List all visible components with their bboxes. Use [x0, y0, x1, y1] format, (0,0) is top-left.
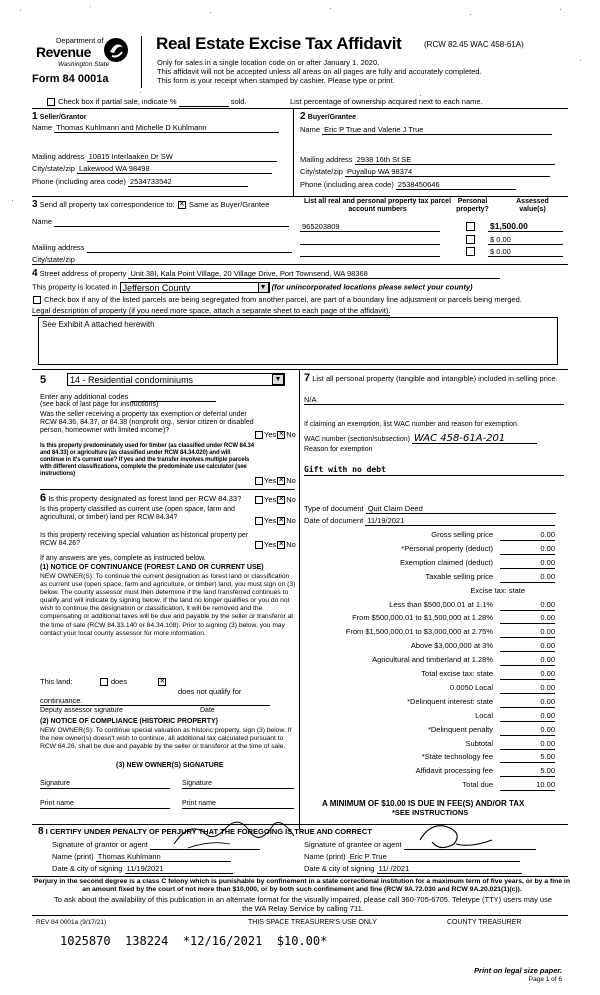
tax-row [310, 655, 555, 666]
segregation-row [32, 295, 522, 304]
county-label: This property is located in [32, 282, 118, 292]
tax-row-value[interactable]: 0.00 [500, 655, 555, 666]
tax-row-value[interactable]: 0.00 [500, 530, 555, 541]
buyer-title: Buyer/Grantee [307, 114, 357, 121]
partial-sale-row [46, 97, 247, 107]
tax-row [310, 669, 555, 680]
notice2-title: (2) NOTICE OF COMPLIANCE (HISTORIC PROPERTY) [40, 718, 218, 725]
q2-no-checkbox[interactable]: ✕ [278, 477, 285, 485]
tax-row-label: Exemption claimed (deduct) [400, 557, 493, 567]
grantee-name-label: Name (print) [304, 852, 346, 861]
sec6-q3-answers [254, 540, 296, 549]
header-line-3: This form is your receipt when stamped by cashier. Please type or print. [157, 76, 395, 85]
sec3-mail-label: Mailing address [32, 243, 85, 252]
assessed-value-1[interactable]: $1,500.00 [488, 222, 563, 232]
wac-number-field[interactable]: WAC 458-61A-201 [412, 434, 537, 444]
tax-row-value[interactable]: 0.00 [500, 558, 555, 569]
seller-title: Seller/Grantor [39, 114, 87, 121]
tax-row-value[interactable]: 0.00 [500, 683, 555, 694]
tax-row [310, 697, 555, 708]
tax-row-label: Gross selling price [431, 530, 493, 539]
tax-row-value[interactable]: 5.00 [500, 766, 555, 777]
q1-no-label: No [286, 430, 296, 439]
sec3-num: 3 [32, 199, 38, 210]
sec4-num: 4 [32, 268, 38, 279]
notice2-text: NEW OWNER(S): To continue special valuation as historic property, sign (3) below. If the new owner(s) doesn't wish to continue, all additional tax calculated pursuant to RCW 84.26, shall be due and payable by the seller or transferor at the time of sale. [40, 727, 292, 750]
perjury-notice: Perjury in the second degree is a class C felony which is punishable by confinement in a state correctional institution for a maximum term of five years, or by a fine in an amount fixed by the court of not more than $10,000, or by both such confinement and fine (RCW 9A.72.030 and RCW 9A.20.021(1)(c)). [34, 878, 570, 893]
reason-label: Reason for exemption [304, 446, 373, 453]
partial-sale-label: Check box if partial sale, indicate % [58, 97, 177, 106]
parcel-number-2[interactable] [300, 235, 440, 245]
tax-row-label: Above $3,000,000 at 3% [410, 641, 493, 651]
seller-mail-field[interactable]: 10815 Interlaaken Dr SW [87, 152, 277, 162]
owner-signature-label-2: Signature [182, 780, 212, 787]
tax-row-label: Subtotal [465, 738, 493, 748]
forest-yes-checkbox[interactable] [255, 496, 263, 504]
sec6-q3: Is this property receiving special valuation as historical property per RCW 84.26? [40, 532, 249, 547]
q1-yes-label: Yes [264, 430, 277, 439]
correspondence-section [32, 199, 297, 264]
parcel-col-header: List all real and personal property tax parcel account numbers [303, 198, 452, 213]
alt-format-notice: To ask about the availability of this publication in an alternate format for the visually impaired, please call 360-705-6705. Teletype (TTY) users may use the WA Relay Service by calling 711. [53, 895, 553, 913]
tax-row [310, 627, 555, 638]
tax-row [310, 780, 555, 791]
county-treasurer-label: COUNTY TREASURER [447, 919, 522, 926]
tax-row-label: Total excise tax: state [421, 669, 493, 678]
form-number: Form 84 0001a [32, 73, 109, 85]
tax-row-label: Taxable selling price [425, 571, 493, 581]
grantor-date-field[interactable]: 11/19/2021 [125, 864, 233, 874]
buyer-phone-label: Phone (including area code) [300, 180, 394, 189]
buyer-mail-field[interactable]: 2938 16th St SE [355, 155, 555, 165]
q1-no-checkbox[interactable]: ✕ [278, 431, 285, 439]
tax-row [310, 544, 555, 555]
doc-date-field[interactable]: 11/19/2021 [365, 516, 555, 526]
chevron-down-icon[interactable]: ▼ [272, 374, 284, 385]
tax-row [310, 558, 555, 569]
seller-city-label: City/state/zip [32, 164, 75, 173]
legal-paper-note: Print on legal size paper. [474, 966, 562, 975]
sec6-num: 6 [40, 492, 47, 504]
exemption-note: If claiming an exemption, list WAC number and reason for exemption. [304, 421, 519, 428]
legal-description-field[interactable] [38, 317, 558, 365]
tax-row [310, 613, 555, 624]
street-row [32, 268, 500, 279]
personal-checkbox-1[interactable] [466, 222, 475, 231]
current-use-no-checkbox[interactable]: ✕ [278, 517, 285, 525]
tax-row-label: 0.0050 Local [450, 682, 493, 692]
county-value: Jefferson County [122, 283, 191, 293]
tax-row-value[interactable]: 0.00 [500, 544, 555, 555]
tax-row-value[interactable]: 10.00 [500, 780, 555, 791]
tax-row-label: Affidavit processing fee [415, 766, 493, 776]
forest-yes-label: Yes [264, 495, 277, 504]
legal-label: Legal description of property (if you need more space, attach a separate sheet to each page of the affidavit). [32, 306, 391, 315]
tax-row-label: Local [475, 710, 493, 720]
certify-statement: I CERTIFY UNDER PENALTY OF PERJURY THAT THE FOREGOING IS TRUE AND CORRECT [45, 827, 372, 836]
land-does-not-checkbox[interactable]: ✕ [159, 678, 166, 686]
sec3-label: Send all property tax correspondence to: [39, 200, 175, 209]
tax-row-value[interactable]: 0.00 [500, 669, 555, 680]
current-use-yes-label: Yes [264, 516, 277, 525]
sec6-q1-answers [254, 495, 296, 504]
county-note: (for unincorporated locations please select your county) [271, 282, 473, 292]
dept-label: Department of [56, 36, 104, 45]
tax-row-label: Total due [462, 780, 493, 790]
sec3-name-label: Name [32, 217, 53, 226]
notice3-title: (3) NEW OWNER(S) SIGNATURE [116, 762, 224, 769]
cashier-stamp: 1025870 138224 *12/16/2021 $10.00* [60, 934, 328, 948]
sec3-name-field[interactable] [54, 217, 289, 227]
buyer-section [300, 111, 568, 191]
buyer-phone-field[interactable]: 2538450646 [396, 180, 516, 190]
tax-row [310, 530, 555, 541]
personal-col-header: Personal property? [456, 198, 489, 213]
tax-row-value[interactable]: 0.00 [500, 627, 555, 638]
this-land-label: This land: [40, 677, 73, 686]
seller-city-field[interactable]: Lakewood WA 98498 [77, 164, 272, 174]
tax-row [310, 641, 555, 652]
seller-name-label: Name [32, 123, 53, 132]
sec7-row [304, 374, 564, 383]
grantor-signature-label: Signature of grantor or agent [52, 840, 148, 849]
seller-section [32, 111, 287, 191]
treasurer-use-label: THIS SPACE TREASURER'S USE ONLY [248, 919, 377, 926]
wac-label: WAC number (section/subsection) [304, 436, 410, 443]
q1-yes-checkbox[interactable] [255, 431, 263, 439]
tax-row [310, 586, 555, 597]
forest-no-checkbox[interactable]: ✕ [278, 496, 285, 504]
assessed-value-2[interactable]: $ 0.00 [488, 235, 563, 245]
tax-row [310, 711, 555, 722]
assessed-col-header: Assessed value(s) [516, 198, 549, 213]
notice1-title: (1) NOTICE OF CONTINUANCE (FOREST LAND OR CURRENT USE) [40, 564, 264, 571]
grantor-signature-scribble [170, 814, 300, 854]
see-back-note: (see back of last page for instructions) [40, 401, 159, 408]
sec8-num: 8 [38, 826, 44, 837]
tax-row [310, 683, 555, 694]
q2-yes-checkbox[interactable] [255, 477, 263, 485]
header-line-1: Only for sales in a single location code on or after January 1, 2020. [157, 58, 380, 67]
land-does-checkbox[interactable] [100, 678, 108, 686]
header-line-2: This affidavit will not be accepted unless all areas on all pages are fully and accurately completed. [157, 67, 482, 76]
forest-no-label: No [286, 495, 296, 504]
doc-type-label: Type of document [304, 504, 364, 513]
grantor-date-label: Date & city of signing [52, 864, 123, 873]
personal-checkbox-3[interactable] [466, 247, 475, 256]
segregation-checkbox[interactable] [33, 296, 41, 304]
tax-row-label: Less than $500,000.01 at 1.1% [389, 599, 493, 609]
historic-yes-label: Yes [264, 540, 277, 549]
property-use-select[interactable] [67, 373, 285, 386]
parcel-table [300, 198, 568, 260]
tax-row-label: From $500,000.01 to $1,500,000 at 1.28% [352, 613, 493, 623]
tax-row [310, 600, 555, 611]
grantee-date-label: Date & city of signing [304, 864, 375, 873]
county-select[interactable] [120, 282, 270, 293]
tax-row-value[interactable]: 0.00 [500, 711, 555, 722]
sec5-q2: Is this property predominately used for timber (as classified under RCW 84.34 and 84.33) or agriculture (as classified under RCW 84.34.020) and will continue in it's current use? If yes and the transfer involves multiple parcels with different classifications, complete the predominate use calculator (see instructions) [40, 443, 255, 477]
owner-signature-label-1: Signature [40, 780, 70, 787]
form-title: Real Estate Excise Tax Affidavit [156, 34, 402, 53]
minimum-notice: A MINIMUM OF $10.00 IS DUE IN FEE(S) AND/OR TAX [322, 799, 525, 808]
land-does-label: does [110, 677, 128, 686]
tax-row-value[interactable]: 0.00 [500, 725, 555, 736]
tax-row-label: *Delinquent penalty [427, 724, 493, 734]
sec5-q2-answers [254, 476, 296, 485]
dor-logo [28, 30, 136, 90]
deputy-label: Deputy assessor signature [40, 707, 123, 714]
sec6-q1: Is this property designated as forest land per RCW 84.33? [48, 494, 242, 503]
sec5-q1-answers [254, 430, 296, 439]
grantee-signature-label: Signature of grantee or agent [304, 840, 402, 849]
sec3-city-label: City/state/zip [32, 255, 75, 264]
tax-row [310, 725, 555, 736]
parcel-number-1[interactable]: 965203809 [300, 222, 440, 232]
q2-yes-label: Yes [264, 476, 277, 485]
tax-row-value[interactable]: 0.00 [500, 600, 555, 611]
tax-row-value[interactable]: 0.00 [500, 641, 555, 652]
sec5-num: 5 [40, 374, 47, 386]
grantee-name-field[interactable]: Eric P True [348, 852, 520, 862]
sec7-num: 7 [304, 372, 311, 384]
chevron-down-icon[interactable]: ▼ [258, 282, 269, 293]
tax-row [310, 752, 555, 763]
grantee-date-field[interactable]: 11/ /2021 [377, 864, 522, 874]
tax-row-label: *Delinquent interest: state [407, 696, 493, 706]
additional-codes-label: Enter any additional codes [40, 392, 129, 401]
tax-row [310, 572, 555, 583]
tax-row-label: *State technology fee [421, 752, 493, 762]
legal-description-text: See Exhibit A attached herewith [42, 320, 155, 329]
land-qualify-row [40, 677, 167, 686]
sec5-q1: Was the seller receiving a property tax exemption or deferral under RCW 84.36, 84.37, or 84.38 (nonprofit org., senior citizen or disabled person, homeowner with limited income)? [40, 411, 254, 434]
state-label: Washington State [58, 61, 110, 68]
seller-num: 1 [32, 111, 38, 122]
historic-no-checkbox[interactable]: ✕ [278, 541, 285, 549]
sec3-mail-field[interactable] [87, 243, 292, 253]
current-use-no-label: No [286, 516, 296, 525]
assessed-value-3[interactable]: $ 0.00 [488, 247, 563, 257]
tax-row-value[interactable]: 0.00 [500, 697, 555, 708]
tax-row-value[interactable]: 5.00 [500, 752, 555, 763]
seller-name-field[interactable]: Thomas Kuhlmann and Michelle D Kuhlmann [54, 123, 279, 133]
buyer-city-label: City/state/zip [300, 167, 343, 176]
rcw-ref: (RCW 82.45 WAC 458-61A) [424, 40, 524, 49]
if-yes-note: If any answers are yes, complete as instructed below. [40, 555, 206, 562]
sec6-q2-answers [254, 516, 296, 525]
tax-row-value[interactable]: 0.00 [500, 572, 555, 583]
tax-row-value[interactable]: 0.00 [500, 739, 555, 750]
grantor-name-field[interactable]: Thomas Kuhlmann [96, 852, 231, 862]
parcel-number-3[interactable] [300, 247, 440, 257]
owner-print-label-1: Print name [40, 800, 74, 807]
county-row [32, 282, 473, 293]
partial-sale-checkbox[interactable] [47, 98, 55, 106]
reason-field[interactable]: Gift with no debt [304, 465, 386, 474]
sec6-q2: Is this property classified as current use (open space, farm and agricultural, or timber) land per RCW 84.34? [40, 506, 235, 521]
revision-label: REV 84 0001a (9/17/21) [36, 919, 107, 926]
historic-no-label: No [286, 540, 296, 549]
q2-no-label: No [286, 476, 296, 485]
doc-type-field[interactable]: Quit Claim Deed [366, 504, 556, 514]
tax-row-label: From $1,500,000.01 to $3,000,000 at 2.75% [345, 627, 493, 637]
doc-date-label: Date of document [304, 516, 364, 525]
notice1-text: NEW OWNER(S): To continue the current designation as forest land or classification as current use (open space, farm and agriculture, or timber) land, you must sign on (3) below. The county assessor must then determine if the land transferred continues to qualify and will indicate by signing below. If the land no longer qualifies or you do not wish to continue the designation or classification, it will be removed and the compensating or additional taxes will be due and payable by the seller or transferor at the time of sale (RCW 84.33.140 or 84.34.108). Prior to signing (3) below, you may contact your local county assessor for more information. [40, 573, 296, 637]
tax-row-label: *Personal property (deduct) [401, 543, 493, 553]
tax-row-value[interactable]: 0.00 [500, 613, 555, 624]
personal-checkbox-2[interactable] [466, 235, 475, 244]
ownership-note: List percentage of ownership acquired next to each name. [290, 97, 483, 106]
does-not-label: does not qualify for continuance. [40, 687, 242, 705]
see-instructions: *SEE INSTRUCTIONS [392, 808, 469, 817]
buyer-name-field[interactable]: Eric P True and Valerie J True [322, 125, 552, 135]
seller-mail-label: Mailing address [32, 152, 85, 161]
tax-row [310, 739, 555, 750]
current-use-yes-checkbox[interactable] [255, 517, 263, 525]
same-as-buyer-checkbox[interactable]: ✕ [178, 201, 185, 209]
grantor-name-label: Name (print) [52, 852, 94, 861]
tax-row-label: Excise tax: state [470, 585, 525, 595]
same-as-buyer-label: Same as Buyer/Grantee [188, 200, 270, 209]
owner-print-label-2: Print name [182, 800, 216, 807]
seller-phone-field[interactable]: 2534733542 [128, 177, 248, 187]
grantee-signature-scribble [410, 818, 500, 854]
street-address-field[interactable]: Unit 38I, Kala Point Village, 20 Village Drive, Port Townsend, WA 98368 [128, 269, 500, 279]
sec7-label: List all personal property (tangible and intangible) included in selling price. [312, 374, 558, 383]
tax-row-label: Agricultural and timberland at 1.28% [372, 655, 493, 665]
property-use-value: 14 - Residential condominiums [70, 375, 194, 385]
buyer-name-label: Name [300, 125, 321, 134]
buyer-city-field[interactable]: Puyallup WA 98374 [345, 167, 550, 177]
seller-phone-label: Phone (including area code) [32, 177, 126, 186]
partial-pct-field[interactable] [179, 97, 229, 107]
page-number: Page 1 of 6 [528, 976, 562, 983]
tax-row [310, 766, 555, 777]
sec6-q1-row [40, 492, 241, 504]
revenue-wordmark: Revenue [36, 44, 91, 60]
buyer-num: 2 [300, 111, 306, 122]
street-label: Street address of property [39, 269, 127, 278]
segregation-label: Check box if any of the listed parcels are being segregated from another parcel, are part of a boundary line adjustment or parcels being merged. [44, 295, 522, 304]
personal-property-value[interactable]: N/A [304, 395, 317, 404]
historic-yes-checkbox[interactable] [255, 541, 263, 549]
deputy-date-label: Date [200, 707, 215, 714]
partial-sold-label: sold. [230, 97, 247, 106]
buyer-mail-label: Mailing address [300, 155, 353, 164]
